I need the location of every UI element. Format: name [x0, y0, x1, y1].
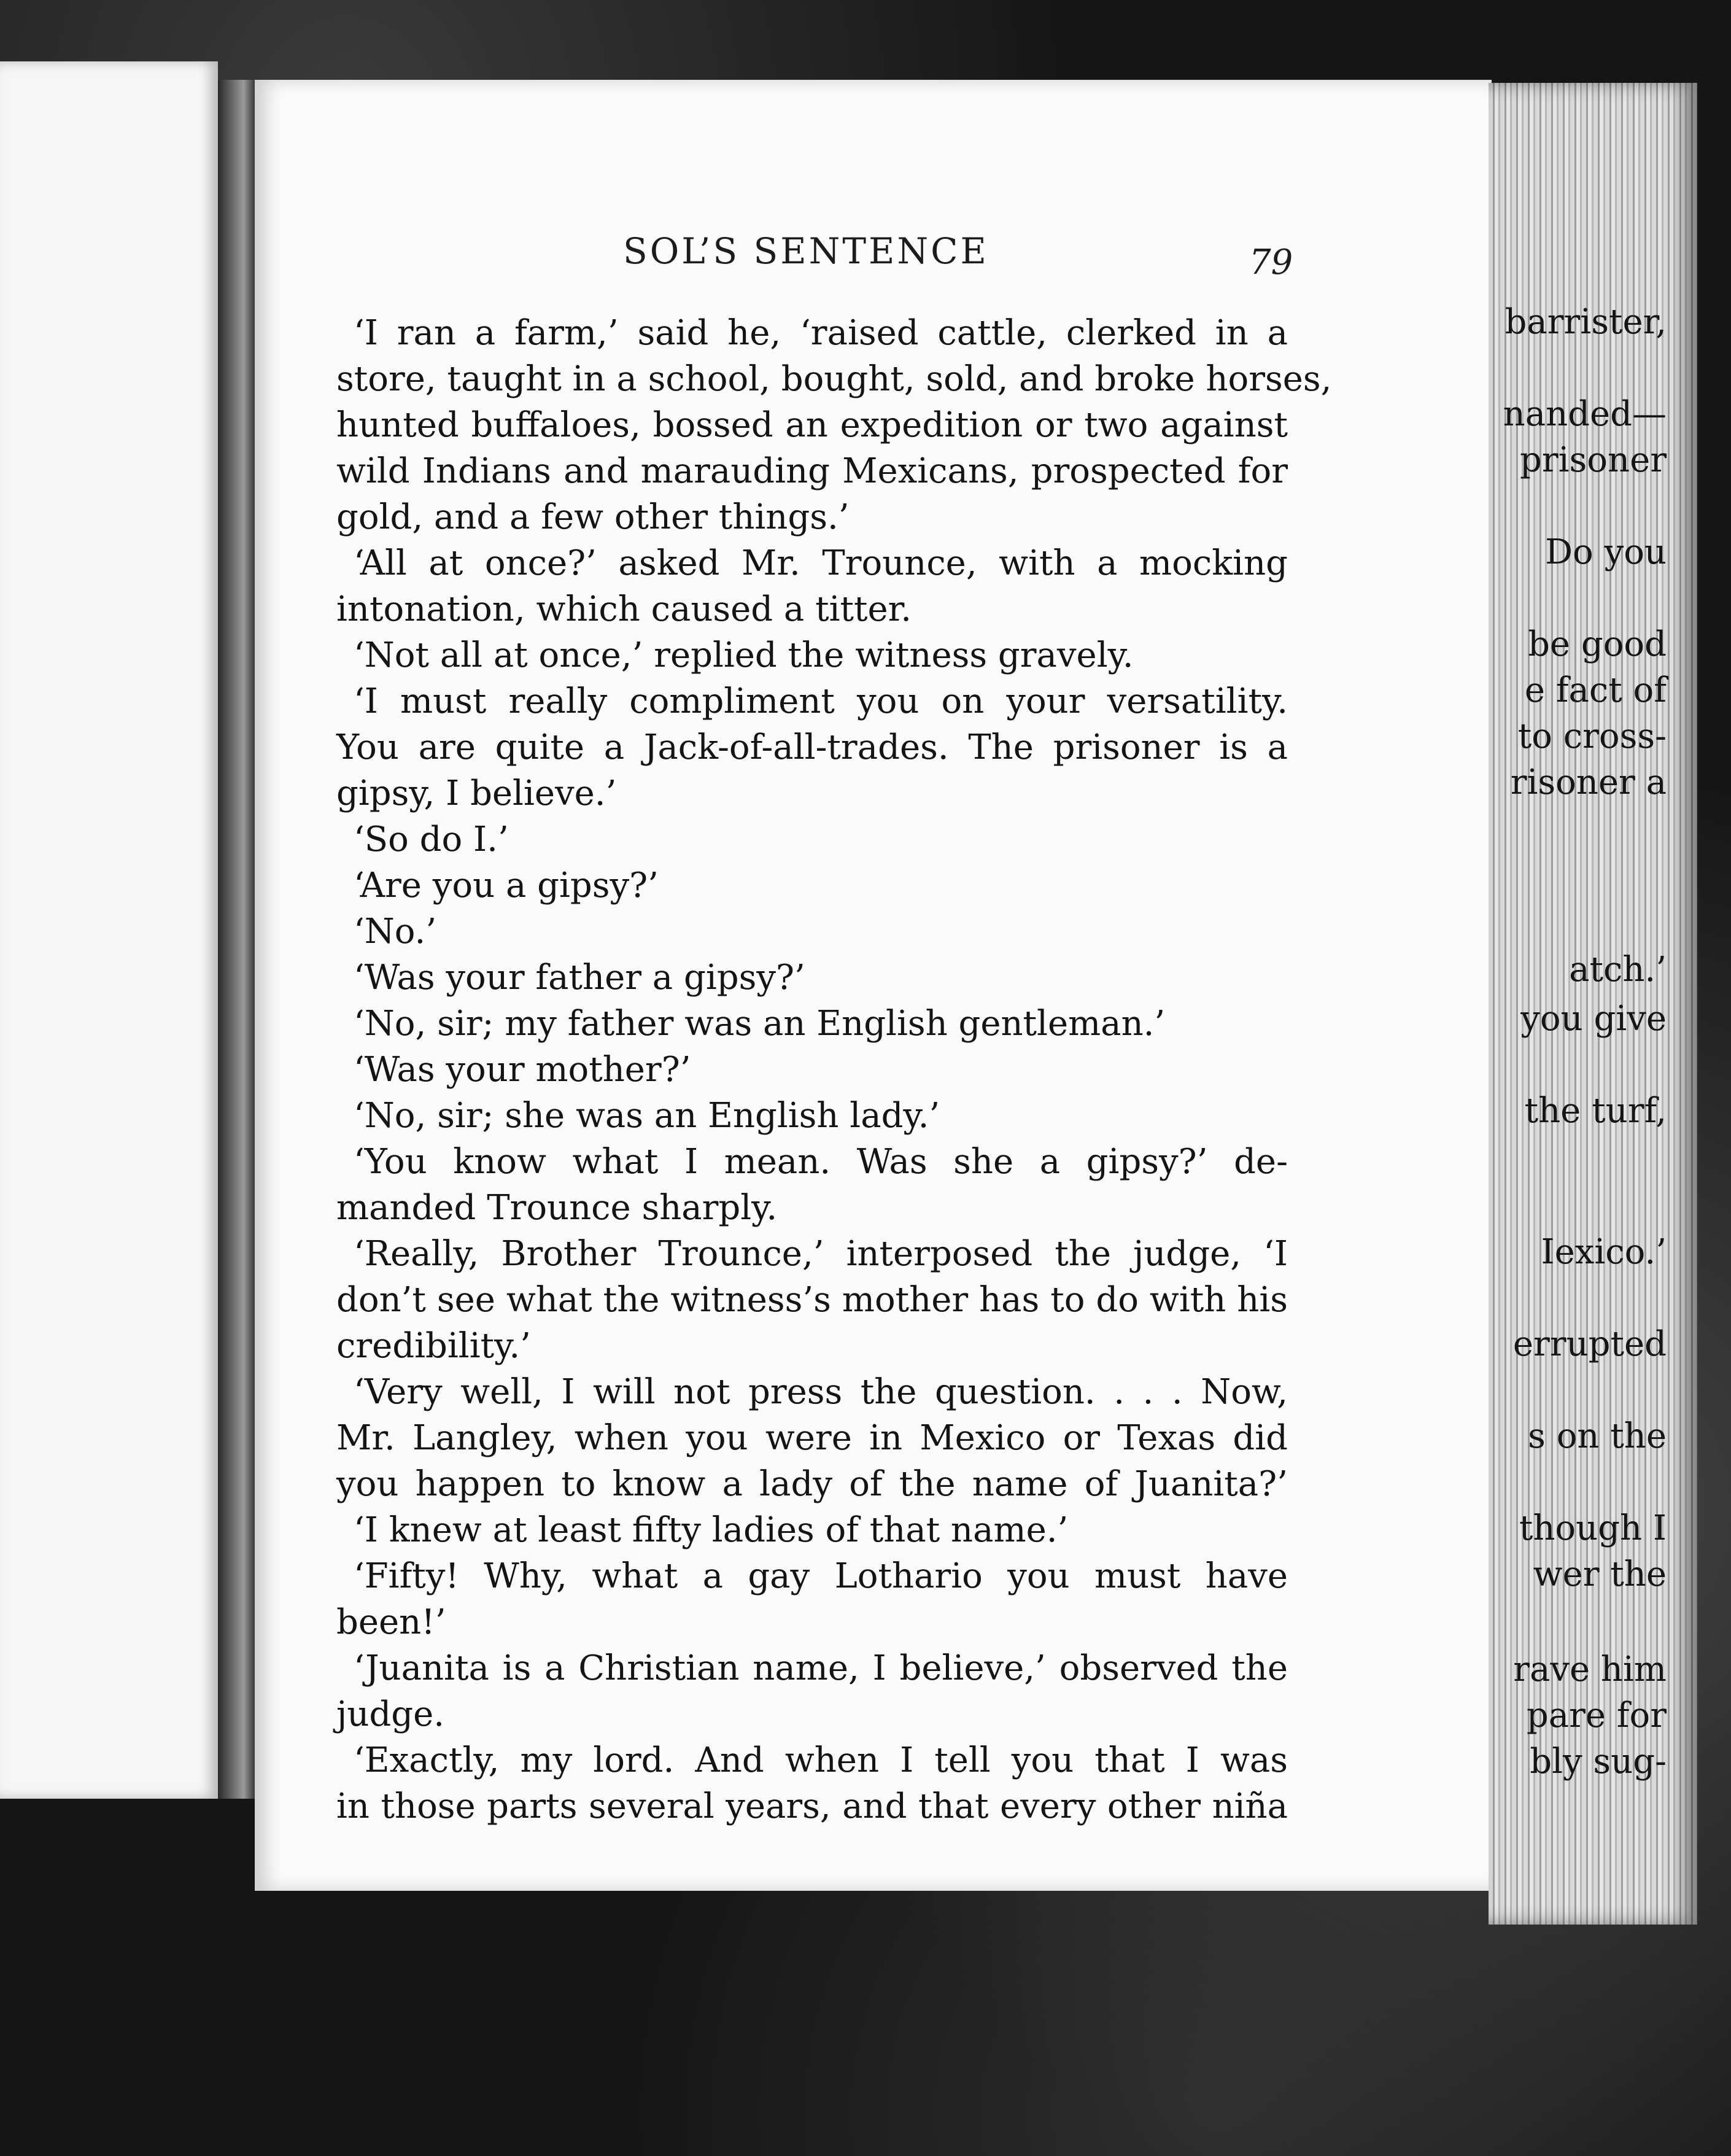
left-page-fragment: nanded—	[1503, 394, 1667, 434]
text-line: ‘Juanita is a Christian name, I believe,’ observed the	[354, 1648, 1288, 1688]
left-page-fragment: risoner a	[1510, 762, 1667, 802]
text-line: manded Trounce sharply.	[336, 1188, 778, 1228]
text-line: in those parts several years, and that every other niña	[336, 1786, 1288, 1826]
text-line: ‘Was your father a gipsy?’	[354, 958, 805, 998]
text-line: ‘I ran a farm,’ said he, ‘raised cattle, clerked in a	[354, 313, 1288, 353]
text-line: You are quite a Jack-of-all-trades. The prisoner is a	[336, 727, 1288, 767]
left-page-fragment: though I	[1519, 1508, 1667, 1548]
text-line: gipsy, I believe.’	[336, 774, 617, 813]
text-line: ‘So do I.’	[354, 820, 509, 859]
text-line: ‘Are you a gipsy?’	[354, 866, 659, 905]
left-page-fragment: be good	[1528, 624, 1667, 664]
text-line: been!’	[336, 1602, 446, 1642]
left-page-fragment: Iexico.’	[1541, 1232, 1667, 1272]
text-line: ‘Exactly, my lord. And when I tell you that I was	[354, 1740, 1288, 1780]
left-page-fragment: the turf,	[1524, 1091, 1667, 1131]
left-page-fragment: bly sug-	[1530, 1742, 1667, 1782]
page-number: 79	[1249, 242, 1293, 282]
left-page-fragment: wer the	[1533, 1554, 1667, 1594]
left-page-fragment: to cross-	[1517, 716, 1667, 756]
text-line: ‘Not all at once,’ replied the witness gravely.	[354, 635, 1134, 675]
text-line: you happen to know a lady of the name of Juanita?’	[336, 1464, 1288, 1504]
text-line: intonation, which caused a titter.	[336, 589, 912, 629]
text-line: judge.	[336, 1694, 445, 1734]
text-line: ‘Was your mother?’	[354, 1050, 691, 1090]
left-page	[0, 61, 218, 1799]
text-line: hunted buffaloes, bossed an expedition or two against	[336, 405, 1288, 445]
left-page-fragment: pare for	[1526, 1696, 1667, 1735]
text-line: ‘No, sir; she was an English lady.’	[354, 1096, 940, 1136]
left-page-fragment: e fact of	[1524, 670, 1667, 710]
text-line: credibility.’	[336, 1326, 531, 1366]
text-line: Mr. Langley, when you were in Mexico or Texas did	[336, 1418, 1288, 1458]
text-line: wild Indians and marauding Mexicans, prospected for	[336, 451, 1288, 491]
text-line: ‘I knew at least fifty ladies of that name.’	[354, 1510, 1069, 1550]
running-header: SOL’S SENTENCE	[623, 230, 989, 272]
text-line: store, taught in a school, bought, sold, and broke horses,	[336, 359, 1332, 399]
left-page-fragment: Do you	[1545, 532, 1667, 572]
left-page-fragment: errupted	[1512, 1324, 1667, 1364]
text-line: ‘You know what I mean. Was she a gipsy?’ de-	[354, 1142, 1288, 1182]
text-line: gold, and a few other things.’	[336, 497, 850, 537]
book-gutter	[218, 80, 255, 1799]
left-page-fragment: barrister,	[1504, 302, 1667, 342]
body-text	[336, 310, 1332, 1829]
left-page-fragment: s on the	[1528, 1416, 1667, 1456]
text-line: ‘Fifty! Why, what a gay Lothario you must have	[354, 1556, 1288, 1596]
text-line: ‘No, sir; my father was an English gentleman.’	[354, 1004, 1166, 1044]
text-line: ‘Very well, I will not press the question. . . . Now,	[354, 1372, 1288, 1412]
left-page-fragment: rave him	[1513, 1650, 1667, 1689]
text-line: ‘Really, Brother Trounce,’ interposed the judge, ‘I	[354, 1234, 1288, 1274]
text-line: ‘I must really compliment you on your versatility.	[354, 681, 1288, 721]
left-page-fragment: prisoner	[1520, 440, 1667, 480]
text-line: don’t see what the witness’s mother has to do with his	[336, 1280, 1288, 1320]
text-line: ‘All at once?’ asked Mr. Trounce, with a mocking	[354, 543, 1288, 583]
left-page-fragment: you give	[1520, 999, 1667, 1039]
text-line: ‘No.’	[354, 912, 437, 952]
left-page-fragment: atch.’	[1569, 950, 1667, 990]
